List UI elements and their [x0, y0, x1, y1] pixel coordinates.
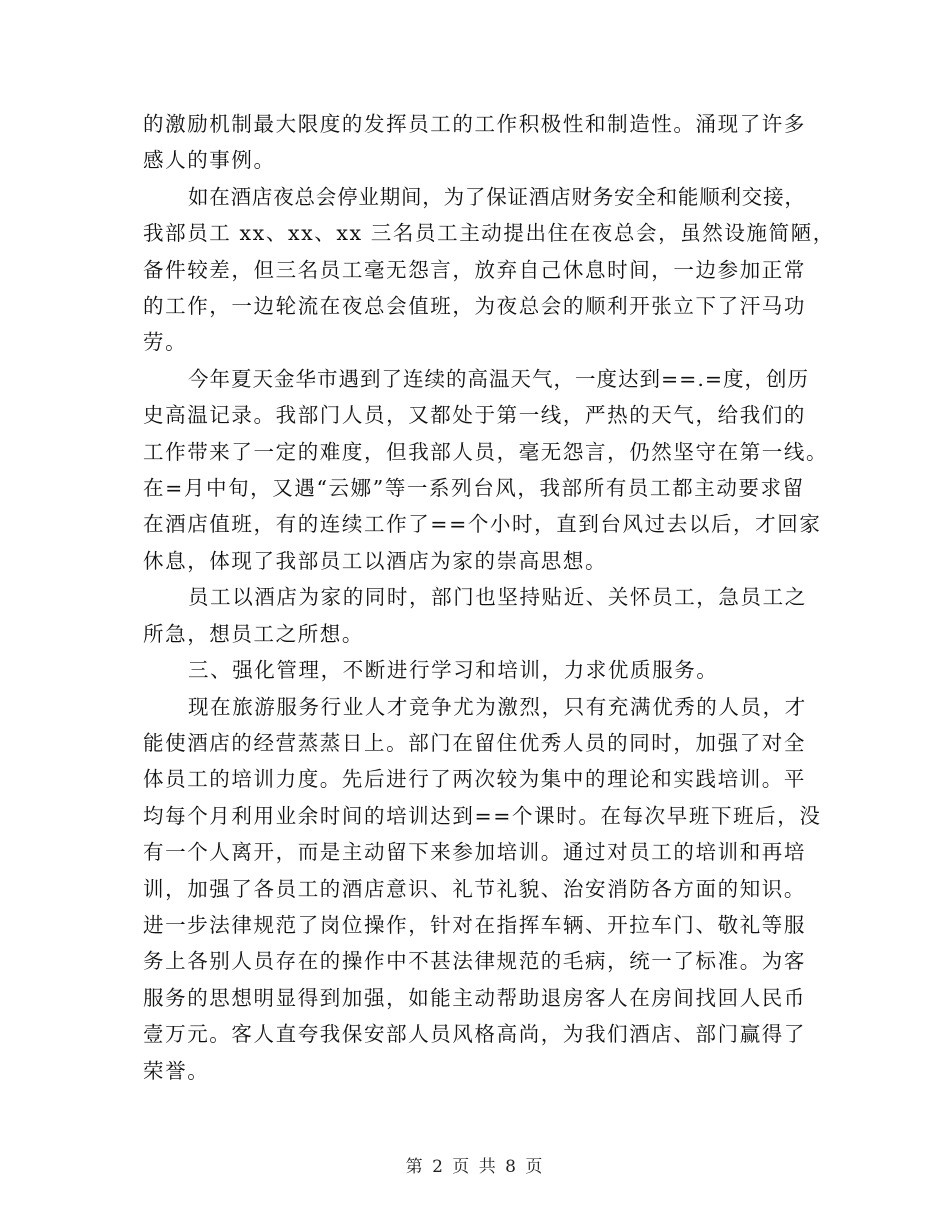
text-line: 感人的事例。 [143, 148, 276, 173]
text-line: 所急，想员工之所想。 [143, 621, 364, 646]
text-line: 的激励机制最大限度的发挥员工的工作积极性和制造性。涌现了许多 [143, 112, 806, 136]
paragraph-6 [143, 689, 822, 1089]
text-line: 训，加强了各员工的酒店意识、礼节礼貌、治安消防各方面的知识。 [143, 876, 806, 901]
text-line: 均每个月利用业余时间的培训达到==个课时。在每次早班下班后，没 [143, 803, 822, 828]
text-line: 今年夏天金华市遇到了连续的高温天气，一度达到==.=度，创历 [188, 366, 810, 391]
text-line: 壹万元。客人直夸我保安部人员风格高尚，为我们酒店、部门赢得了 [143, 1022, 806, 1047]
paragraph-4 [143, 579, 811, 652]
text-line: 体员工的培训力度。先后进行了两次较为集中的理论和实践培训。平 [143, 767, 806, 792]
paragraph-2 [143, 179, 835, 361]
text-line: 史高温记录。我部门人员，又都处于第一线，严热的天气，给我们的 [143, 403, 806, 428]
text-line: 在酒店值班，有的连续工作了==个小时，直到台风过去以后，才回家 [143, 512, 822, 537]
text-line: 服务的思想明显得到加强，如能主动帮助退房客人在房间找回人民币 [143, 985, 806, 1010]
text-line: 劳。 [143, 330, 188, 355]
text-line: 有一个人离开，而是主动留下来参加培训。通过对员工的培训和再培 [143, 840, 806, 865]
text-line: 三、强化管理，不断进行学习和培训，力求优质服务。 [188, 658, 719, 683]
text-line: 休息，体现了我部员工以酒店为家的崇高思想。 [143, 548, 608, 573]
text-line: 务上各别人员存在的操作中不甚法律规范的毛病，统一了标准。为客 [143, 949, 806, 974]
text-line: 我部员工 xx、xx、xx 三名员工主动提出住在夜总会，虽然设施简陋， [143, 221, 835, 246]
page-number-footer: 第 2 页 共 8 页 [405, 1157, 545, 1177]
paragraph-3 [143, 361, 829, 579]
text-line: 进一步法律规范了岗位操作，针对在指挥车辆、开拉车门、敬礼等服 [143, 912, 806, 937]
text-line: 现在旅游服务行业人才竞争尤为激烈，只有充满优秀的人员，才 [188, 694, 807, 719]
text-line: 备件较差，但三名员工毫无怨言，放弃自己休息时间，一边参加正常 [143, 257, 806, 282]
text-line: 工作带来了一定的难度，但我部人员，毫无怨言，仍然坚守在第一线。 [143, 439, 829, 464]
text-line: 荣誉。 [143, 1058, 210, 1083]
text-line: 员工以酒店为家的同时，部门也坚持贴近、关怀员工，急员工之 [188, 585, 807, 610]
paragraph-1 [143, 106, 811, 179]
section-heading [143, 652, 811, 688]
text-line: 能使酒店的经营蒸蒸日上。部门在留住优秀人员的同时，加强了对全 [143, 730, 806, 755]
text-line: 在=月中旬，又遇“云娜”等一系列台风，我部所有员工都主动要求留 [143, 476, 805, 501]
document-body [143, 106, 835, 1089]
text-line: 如在酒店夜总会停业期间，为了保证酒店财务安全和能顺利交接， [188, 184, 806, 209]
text-line: 的工作，一边轮流在夜总会值班，为夜总会的顺利开张立下了汗马功 [143, 294, 806, 319]
